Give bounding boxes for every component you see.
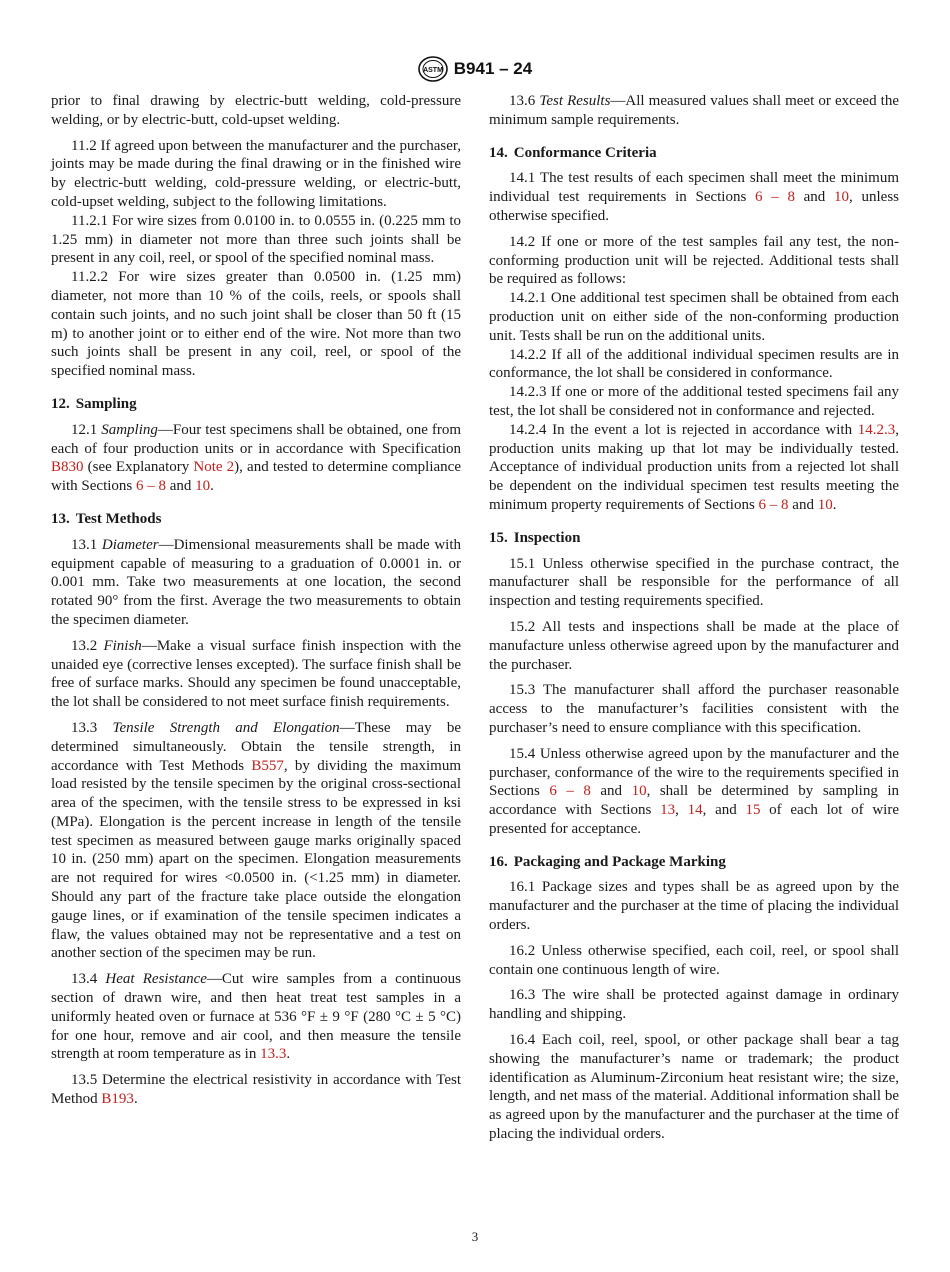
paragraph-13-2: 13.2 Finish—Make a visual surface finish inspection with the unaided eye (corrective lenses excepted). The surface finish shall be free of surface marks. Should any specimen be found unacceptable, the lot shall be considered to not meet surface finish requirements. <box>51 637 462 711</box>
link-section-10[interactable]: 10 <box>195 478 211 495</box>
paragraph-13-1: 13.1 Diameter—Dimensional measurements shall be made with equipment capable of measuring to a graduation of 0.0001 in. or 0.001 mm. Take two measurements at one location, the second rotated 90° from the first. Average the two measurements to obtain the specimen diameter. <box>51 536 461 628</box>
link-b193[interactable]: B193 <box>101 1091 134 1108</box>
paragraph-14-2-3: 14.2.3 If one or more of the additional tested specimens fail any test, the lot shall be considered not in conformance and rejected. <box>489 384 899 419</box>
link-sections-6-8[interactable]: 6 – 8 <box>758 496 789 513</box>
link-b830[interactable]: B830 <box>51 459 84 476</box>
page-number: 3 <box>471 1229 479 1244</box>
left-column <box>51 92 461 1116</box>
section-heading-16: 16. Packaging and Package Marking <box>489 853 726 870</box>
link-14-2-3[interactable]: 14.2.3 <box>857 421 896 438</box>
paragraph-13-6: 13.6 Test Results—All measured values shall meet or exceed the minimum sample requirements. <box>489 93 899 128</box>
section-heading-14: 14. Conformance Criteria <box>489 144 657 161</box>
paragraph-15-4: 15.4 Unless otherwise agreed upon by the manufacturer and the purchaser, conformance of the wire to the requirements specified in Sections 6 – 8 and 10, shall be determined by sampling in accordance with Sections 13, 14, and 15 of each lot of wire presented for acceptance. <box>489 745 900 837</box>
link-sections-6-8[interactable]: 6 – 8 <box>136 478 166 495</box>
paragraph-16-3: 16.3 The wire shall be protected against damage in ordinary handling and shipping. <box>489 987 899 1023</box>
link-sections-6-8[interactable]: 6 – 8 <box>549 783 591 800</box>
paragraph-14-2-1: 14.2.1 One additional test specimen shall be obtained from each production unit on either side of the non-conforming production unit. Tests shall be run on the additional units. <box>489 290 899 344</box>
paragraph-15-2: 15.2 All tests and inspections shall be made at the place of manufacture unless otherwise agreed upon by the manufacturer and the purchaser. <box>489 618 899 673</box>
link-section-10[interactable]: 10 <box>817 496 833 513</box>
link-b557[interactable]: B557 <box>251 757 284 774</box>
link-section-14[interactable]: 14 <box>687 802 703 819</box>
paragraph-11-2: 11.2 If agreed upon between the manufacturer and the purchaser, joints may be made during the final drawing or in the finished wire by electric-butt welding, cold-pressure welding, or electric-butt, cold-upset welding, subject to the following limitations. <box>51 137 461 210</box>
link-note-2[interactable]: Note 2 <box>193 459 235 476</box>
paragraph-11-1-continued: prior to final drawing by electric-butt welding, cold-pressure welding, or by electric-butt, cold-upset welding. <box>51 93 461 128</box>
link-section-10[interactable]: 10 <box>834 189 850 206</box>
paragraph-15-1: 15.1 Unless otherwise specified in the purchase contract, the manufacturer shall be responsible for the performance of all inspection and testing requirements specified. <box>489 555 899 610</box>
paragraph-16-1: 16.1 Package sizes and types shall be as agreed upon by the manufacturer and the purchaser at the time of placing the individual orders. <box>489 879 899 934</box>
paragraph-13-3: 13.3 Tensile Strength and Elongation—These may be determined simultaneously. Obtain the tensile strength, in accordance with Test Methods B557, by dividing the maximum load resisted by the tensile specimen by the original cross-sectional area of the specimen, with the tensile stress to be expressed in ksi (MPa). Elongation is the percent increase in length of the tensile test specimen as measured between gauge marks originally spaced 10 in. (250 mm) apart on the specimen. Elongation measurements are not required for wires <0.0500 in. (<1.25 mm) in diameter. Should any part of the fracture take place outside the elongation gauge lines, or if examination of the tensile specimen indicates a flaw, the values obtained may not be representative and a test on another section of the specimen may be run. <box>51 719 461 962</box>
link-section-15[interactable]: 15 <box>745 802 761 819</box>
svg-text:ASTM: ASTM <box>422 67 443 74</box>
link-section-13[interactable]: 13 <box>660 802 676 819</box>
paragraph-11-2-1: 11.2.1 For wire sizes from 0.0100 in. to 0.0555 in. (0.225 mm to 1.25 mm) in diameter not more than three such joints shall be present in any coil, reel, or spool of the specified nominal mass. <box>51 212 461 267</box>
link-sections-6-8[interactable]: 6 – 8 <box>755 189 795 206</box>
paragraph-13-5: 13.5 Determine the electrical resistivity in accordance with Test Method B193. <box>51 1072 461 1108</box>
paragraph-14-2-4: 14.2.4 In the event a lot is rejected in accordance with 14.2.3, production units making up that lot may be individually tested. Acceptance of individual production units from a rejected lot shall be dependent on the individual specimen test results meeting the minimum property requirements of Sections 6 – 8 and 10. <box>489 421 899 513</box>
link-section-10[interactable]: 10 <box>631 783 647 800</box>
paragraph-16-2: 16.2 Unless otherwise specified, each coil, reel, or spool shall contain one continuous length of wire. <box>489 942 899 978</box>
paragraph-14-2-2: 14.2.2 If all of the additional individual specimen results are in conformance, the lot shall be considered in conformance. <box>489 346 899 382</box>
paragraph-14-2: 14.2 If one or more of the test samples fail any test, the non-conforming production unit will be rejected. Additional tests shall be required as follows: <box>489 233 899 288</box>
section-heading-15: 15. Inspection <box>489 529 581 546</box>
paragraph-16-4: 16.4 Each coil, reel, spool, or other package shall bear a tag showing the manufacturer’s name or trademark; the product identification as Aluminum-Zirconium heat resistant wire; the size, length, and net mass of the material. Additional information shall be as agreed upon by the manufacturer and the purchaser at the time of placing the individual orders. <box>489 1032 899 1143</box>
right-column <box>489 92 899 1151</box>
document-designation: B941 – 24 <box>453 58 533 78</box>
section-heading-13: 13. Test Methods <box>51 510 162 527</box>
paragraph-13-4: 13.4 Heat Resistance—Cut wire samples from a continuous section of drawn wire, and then heat treat test samples in a uniformly heated oven or furnace at 536 °F ± 9 °F (280 °C ± 5 °C) for one hour, remove and air cool, and then measure the tensile strength at room temperature as in 13.3. <box>51 971 462 1063</box>
section-heading-12: 12. Sampling <box>51 395 137 412</box>
link-13-3[interactable]: 13.3 <box>260 1046 287 1063</box>
paragraph-15-3: 15.3 The manufacturer shall afford the purchaser reasonable access to the manufacturer’s facilities consistent with the purchaser’s need to ensure compliance with this specification. <box>489 682 899 736</box>
astm-logo-icon <box>418 56 448 82</box>
paragraph-12-1: 12.1 Sampling—Four test specimens shall be obtained, one from each of four production units or in accordance with Specification B830 (see Explanatory Note 2), and tested to determine compliance with Sections 6 – 8 and 10. <box>51 421 461 495</box>
paragraph-11-2-2: 11.2.2 For wire sizes greater than 0.0500 in. (1.25 mm) diameter, not more than 10 % of the coils, reels, or spools shall contain such joints, and no such joint shall be closer than 50 ft (15 m) to another joint or to either end of the wire. Not more than two such joints shall be present in any coil, reel, or spool of the specified nominal mass. <box>51 269 461 380</box>
paragraph-14-1: 14.1 The test results of each specimen shall meet the minimum individual test requirements in Sections 6 – 8 and 10, unless otherwise specified. <box>489 170 899 224</box>
page-header <box>0 56 950 82</box>
